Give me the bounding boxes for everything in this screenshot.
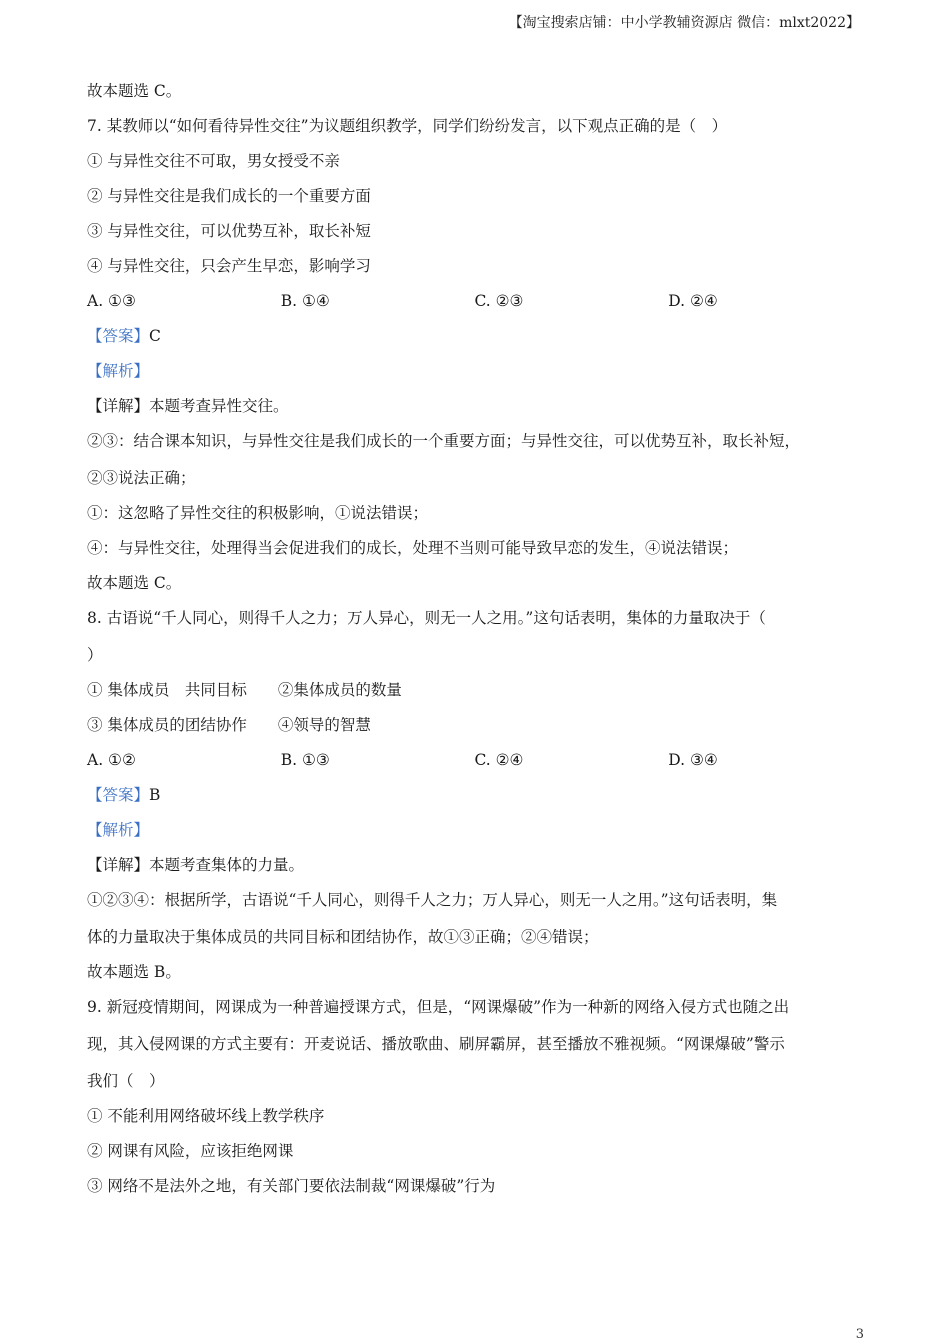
q8-option-b: B. ①③	[280, 751, 330, 769]
q7-answer	[87, 323, 862, 358]
q7-option-c: C. ②③	[474, 292, 524, 310]
q8-stem-1: 8. 古语说“千人同心，则得千人之力；万人异心，则无一人之用。”这句话表明，集体的力量取决于（	[87, 609, 766, 627]
q7-detail: 【详解】本题考查异性交往。	[87, 397, 289, 415]
q7-explain-1: ②③：结合课本知识，与异性交往是我们成长的一个重要方面；与异性交往，可以优势互补，取长补短，	[87, 432, 801, 450]
q9-item-2: ② 网课有风险，应该拒绝网课	[87, 1142, 294, 1160]
q7-item-4: ④ 与异性交往，只会产生早恋，影响学习	[87, 257, 371, 275]
q7-conclusion: 故本题选 C。	[87, 574, 182, 592]
q8-items-2: ③ 集体成员的团结协作 ④领导的智慧	[87, 716, 371, 734]
q8-detail: 【详解】本题考查集体的力量。	[87, 856, 305, 874]
document-body	[87, 78, 862, 1208]
q8-answer-tag: 【答案】	[87, 786, 150, 804]
q8-items-1: ① 集体成员 共同目标 ②集体成员的数量	[87, 681, 402, 699]
q7-explain-3: ①：这忽略了异性交往的积极影响，①说法错误；	[87, 504, 429, 522]
q8-explain-2: 体的力量取决于集体成员的共同目标和团结协作，故①③正确；②④错误；	[87, 928, 599, 946]
page-number: 3	[855, 1327, 864, 1342]
q7-option-b: B. ①④	[280, 292, 330, 310]
q9-stem-2: 现，其入侵网课的方式主要有：开麦说话、播放歌曲、刷屏霸屏，甚至播放不雅视频。“网课爆破”警示	[87, 1035, 785, 1053]
page-header: 【淘宝搜索店铺：中小学教辅资源店 微信：mlxt2022】	[508, 15, 860, 31]
q8-answer	[87, 782, 862, 817]
q7-analysis-tag: 【解析】	[87, 362, 150, 380]
q7-option-a: A. ①③	[87, 292, 136, 310]
q7-answer-tag: 【答案】	[87, 327, 150, 345]
prev-conclusion: 故本题选 C。	[87, 82, 182, 100]
q9-item-1: ① 不能利用网络破坏线上教学秩序	[87, 1107, 325, 1125]
q8-answer-value: B	[149, 786, 161, 804]
q9-stem-3: 我们（ ）	[87, 1072, 165, 1090]
q8-explain-1: ①②③④：根据所学，古语说“千人同心，则得千人之力；万人异心，则无一人之用。”这句话表明，集	[87, 891, 778, 909]
q7-item-3: ③ 与异性交往，可以优势互补，取长补短	[87, 222, 371, 240]
q7-option-d: D. ②④	[668, 292, 718, 310]
q8-conclusion: 故本题选 B。	[87, 963, 181, 981]
q8-option-a: A. ①②	[87, 751, 136, 769]
q8-analysis-tag: 【解析】	[87, 821, 150, 839]
q9-item-3: ③ 网络不是法外之地，有关部门要依法制裁“网课爆破”行为	[87, 1177, 496, 1195]
q9-stem-1: 9. 新冠疫情期间，网课成为一种普遍授课方式，但是，“网课爆破”作为一种新的网络入侵方式也随之出	[87, 998, 790, 1016]
q8-options	[87, 747, 862, 782]
q8-option-d: D. ③④	[668, 751, 718, 769]
q7-options	[87, 288, 862, 323]
q7-explain-2: ②③说法正确；	[87, 469, 196, 487]
q8-stem-2: ）	[87, 646, 103, 664]
q7-item-1: ① 与异性交往不可取，男女授受不亲	[87, 152, 340, 170]
q7-explain-4: ④：与异性交往，处理得当会促进我们的成长，处理不当则可能导致早恋的发生，④说法错误；	[87, 539, 739, 557]
q7-stem: 7. 某教师以“如何看待异性交往”为议题组织教学，同学们纷纷发言，以下观点正确的是（ ）	[87, 117, 728, 135]
q8-option-c: C. ②④	[474, 751, 524, 769]
q7-item-2: ② 与异性交往是我们成长的一个重要方面	[87, 187, 371, 205]
q7-answer-value: C	[149, 327, 161, 345]
